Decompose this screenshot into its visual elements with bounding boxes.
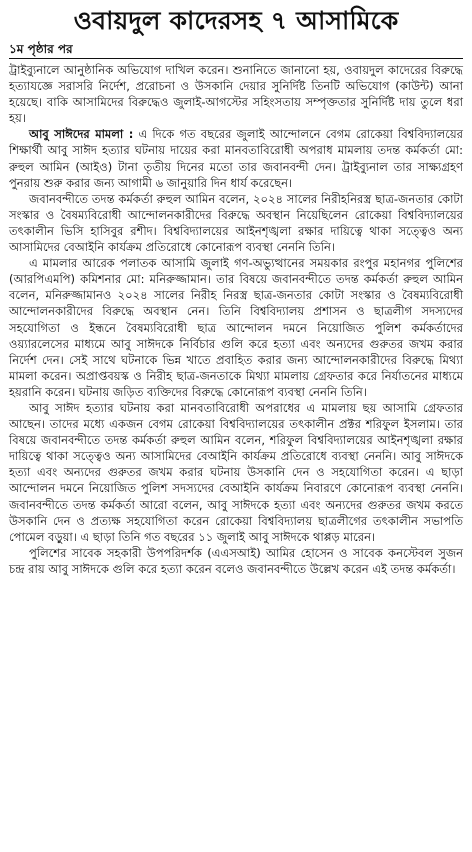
continuation-underline [9, 58, 463, 59]
paragraph-1: ট্রাইব্যুনালে আনুষ্ঠানিক অভিযোগ দাখিল করেন। শুনানিতে জানানো হয়, ওবায়দুল কাদেরের বিরুদ্ধে হত্যাযজ্ঞে সরাসরি নির্দেশ, প্ররোচনা ও উসকানি দেয়ার সুনির্দিষ্ট তিনটি অভিযোগ (কাউন্ট) আনা হয়েছে। বাকি আসামিদের বিরুদ্ধেও জুলাই-আগস্টের সহিংসতায় সম্পৃক্ততার সুনির্দিষ্ট দায় তুলে ধরা হয়। [9, 63, 463, 126]
paragraph-5: আবু সাঈদ হত্যার ঘটনায় করা মানবতাবিরোধী অপরাধের এ মামলায় ছয় আসামি গ্রেফতার আছেন। তাদের মধ্যে একজন বেগম রোকেয়া বিশ্ববিদ্যালয়ের তৎকালীন প্রক্টর শরিফুল ইসলাম। তার বিষয়ে জবানবন্দীতে তদন্ত কর্মকর্তা রুহুল আমিন বলেন, শরিফুল বিশ্ববিদ্যালয়ের আইনশৃঙ্খলা রক্ষার দায়িত্বে থাকা সত্ত্বেও অন্য আসামিদের বেআইনি কার্যক্রম প্রতিরোধে ব্যবস্থা নেননি। আবু সাঈদকে হত্যা এবং অন্যদের গুরুতর জখম করার ঘটনায় উসকানি দেন ও সহযোগিতা করেন। এ ছাড়া আন্দোলন দমনে নিয়োজিত পুলিশ সদস্যদের বেআইনি কার্যক্রম নিবারণে কোনোরূপ ব্যবস্থা নেননি। জবানবন্দীতে তদন্ত কর্মকর্তা আরো বলেন, আবু সাঈদকে হত্যা এবং অন্যদের গুরুতর জখম করতে উসকানি দেন ও প্রত্যক্ষ সহযোগিতা করেন রোকেয়া বিশ্ববিদ্যালয় ছাত্রলীগের তৎকালীন সভাপতি পোমেল বড়ুয়া। এ ছাড়া তিনি গত বছরের ১১ জুলাই আবু সাঈদকে থাপ্পড় মারেন। [9, 400, 463, 544]
paragraph-3: জবানবন্দীতে তদন্ত কর্মকর্তা রুহুল আমিন বলেন, ২০২৪ সালের নিরীহনিরস্ত্র ছাত্র-জনতার কোটা সংস্কার ও বৈষম্যবিরোধী আন্দোলনকারীদের বিরুদ্ধে অবস্থান নিয়েছিলেন রোকেয়া বিশ্ববিদ্যালয়ের তৎকালীন ভিসি হাসিবুর রশীদ। বিশ্ববিদ্যালয়ের আইনশৃঙ্খলা রক্ষার দায়িত্বে থাকা সত্ত্বেও অন্য আসামিদের বেআইনি কার্যক্রম প্রতিরোধে কোনোরূপ ব্যবস্থা নেননি তিনি। [9, 191, 463, 255]
subhead-abu-sayeed-case: আবু সাঈদের মামলা : [29, 127, 134, 142]
paragraph-4: এ মামলার আরেক পলাতক আসামি জুলাই গণ-অভ্যুত্থানের সময়কার রংপুর মহানগর পুলিশের (আরপিএমপি) কমিশনার মো: মনিরুজ্জামান। তার বিষয়ে জবানবন্দীতে তদন্ত কর্মকর্তা রুহুল আমিন বলেন, মনিরুজ্জামানও ২০২৪ সালের নিরীহ নিরস্ত্র ছাত্র-জনতার কোটা সংস্কার ও বৈষম্যবিরোধী আন্দোলনকারীদের বিরুদ্ধে অবস্থান নেন। তিনি বিশ্ববিদ্যালয় প্রশাসন ও ছাত্রলীগ সদস্যদের সহযোগিতা ও ইন্ধনে বৈষম্যবিরোধী ছাত্র আন্দোলন দমনে নিয়োজিত পুলিশ কর্মকর্তাদের ওয়্যারলেসের মাধ্যমে আবু সাঈদকে নির্বিচার গুলি করে হত্যা এবং অন্যদের গুরুতর জখম করার নির্দেশ দেন। সেই সাথে ঘটনাকে ভিন্ন খাতে প্রবাহিত করার জন্য আন্দোলনকারীদের বিরুদ্ধে মিথ্যা মামলা করেন। অপ্রাপ্তবয়স্ক ও নিরীহ ছাত্র-জনতাকে মিথ্যা মামলায় গ্রেফতার করে নির্যাতনের মাধ্যমে হয়রানি করেন। ঘটনায় জড়িত ব্যক্তিদের বিরুদ্ধে কোনোরূপ ব্যবস্থা নেননি তিনি। [9, 256, 463, 399]
paragraph-2: আবু সাঈদের মামলা : এ দিকে গত বছরের জুলাই আন্দোলনে বেগম রোকেয়া বিশ্ববিদ্যালয়ের শিক্ষার্থী আবু সাঈদ হত্যার ঘটনায় দায়ের করা মানবতাবিরোধী অপরাধ মামলায় তদন্ত কর্মকর্তা মো: রুহুল আমিন (আইও) টানা তৃতীয় দিনের মতো তার জবানবন্দী দেন। ট্রাইব্যুনাল তার সাক্ষ্যগ্রহণ পুনরায় শুরু করার জন্য আগামী ৬ জানুয়ারি দিন ধার্য করেছেন। [9, 127, 463, 190]
headline: ওবায়দুল কাদেরসহ ৭ আসামিকে [73, 6, 399, 35]
paragraph-6: পুলিশের সাবেক সহকারী উপপরিদর্শক (এএসআই) আমির হোসেন ও সাবেক কনস্টেবল সুজন চন্দ্র রায় আবু সাঈদকে গুলি করে হত্যা করেন বলেও জবানবন্দীতে উল্লেখ করেন এই তদন্ত কর্মকর্তা। [9, 545, 463, 576]
continuation-label: ১ম পৃষ্ঠার পর [9, 42, 73, 56]
